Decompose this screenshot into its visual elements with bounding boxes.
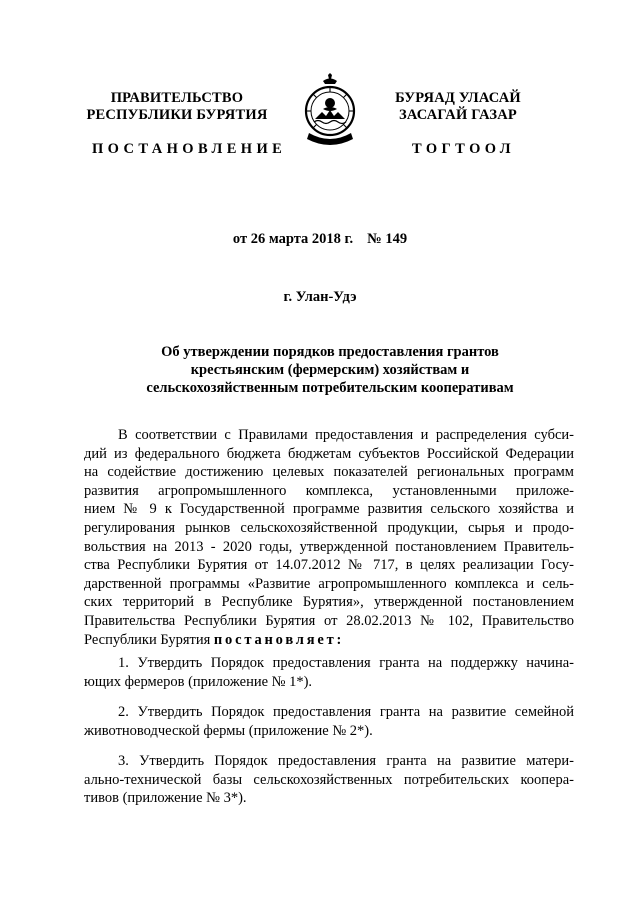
government-name-line: БУРЯАД УЛАСАЙ bbox=[395, 90, 521, 106]
paragraph-line bbox=[84, 631, 574, 650]
coat-of-arms-icon bbox=[301, 73, 359, 151]
document-number: № 149 bbox=[367, 231, 408, 247]
item-line: ально-технической базы сельскохозяйственных потребительских коопера- bbox=[84, 771, 574, 788]
government-name-russian bbox=[84, 90, 270, 124]
paragraph-line: Правительства Республики Бурятия от 28.02.2013 № 102, Правительство bbox=[84, 612, 574, 629]
document-type-russian: ПОСТАНОВЛЕНИЕ bbox=[92, 141, 287, 157]
paragraph-line: В соответствии с Правилами предоставления и распределения субси- bbox=[118, 427, 574, 443]
resolution-keyword: постановляет bbox=[213, 631, 337, 648]
item-1 bbox=[84, 654, 574, 691]
paragraph-text: Республики Бурятия bbox=[84, 631, 211, 648]
title-line: сельскохозяйственным потребительским кооперативам bbox=[146, 380, 514, 396]
government-name-buryat bbox=[374, 90, 542, 124]
government-name-line: ПРАВИТЕЛЬСТВО bbox=[110, 90, 244, 106]
item-line: 3. Утвердить Порядок предоставления гранта на развитие матери- bbox=[118, 753, 574, 769]
item-3 bbox=[84, 752, 574, 808]
paragraph-line: нием № 9 к Государственной программе развития сельского хозяйства и bbox=[84, 501, 574, 518]
title-line: крестьянским (фермерским) хозяйствам и bbox=[190, 362, 470, 378]
resolution-colon: : bbox=[336, 631, 345, 648]
title-line: Об утверждении порядков предоставления грантов bbox=[161, 344, 499, 360]
item-line: 1. Утвердить Порядок предоставления гранта на поддержку начина- bbox=[118, 655, 574, 671]
government-name-line: РЕСПУБЛИКИ БУРЯТИЯ bbox=[86, 107, 268, 123]
item-line: ющих фермеров (приложение № 1*). bbox=[84, 673, 313, 690]
paragraph-line: развития агропромышленного комплекса, установленными приложе- bbox=[84, 482, 574, 499]
item-line: животноводческой фермы (приложение № 2*). bbox=[84, 722, 373, 739]
paragraph-line: дий из федерального бюджета бюджетам субъектов Российской Федерации bbox=[84, 445, 574, 462]
item-2 bbox=[84, 703, 574, 740]
main-paragraph bbox=[84, 426, 574, 649]
paragraph-line: на содействие достижению целевых показателей региональных программ bbox=[84, 464, 574, 481]
date-number-line bbox=[0, 231, 640, 248]
document-date: от 26 марта 2018 г. bbox=[232, 231, 354, 247]
paragraph-line: регулирования рынков сельскохозяйственной продукции, сырья и продо- bbox=[84, 519, 574, 536]
paragraph-line: дарственной программы «Развитие агропромышленного комплекса и сель- bbox=[84, 575, 574, 592]
item-line: 2. Утвердить Порядок предоставления гранта на развитие семейной bbox=[118, 704, 574, 720]
paragraph-line: ских территорий в Республике Бурятия», утвержденной постановлением bbox=[84, 594, 574, 611]
city: г. Улан-Удэ bbox=[283, 289, 357, 305]
document-title bbox=[80, 343, 580, 397]
paragraph-line: ства Республики Бурятия от 14.07.2012 № 717, в целях реализации Госу- bbox=[84, 557, 574, 574]
item-line: тивов (приложение № 3*). bbox=[84, 790, 247, 807]
document-type-buryat: ТОГТООЛ bbox=[412, 141, 515, 157]
government-name-line: ЗАСАГАЙ ГАЗАР bbox=[399, 107, 517, 123]
paragraph-line: вольствия на 2013 - 2020 годы, утвержденной постановлением Правитель- bbox=[84, 538, 574, 555]
